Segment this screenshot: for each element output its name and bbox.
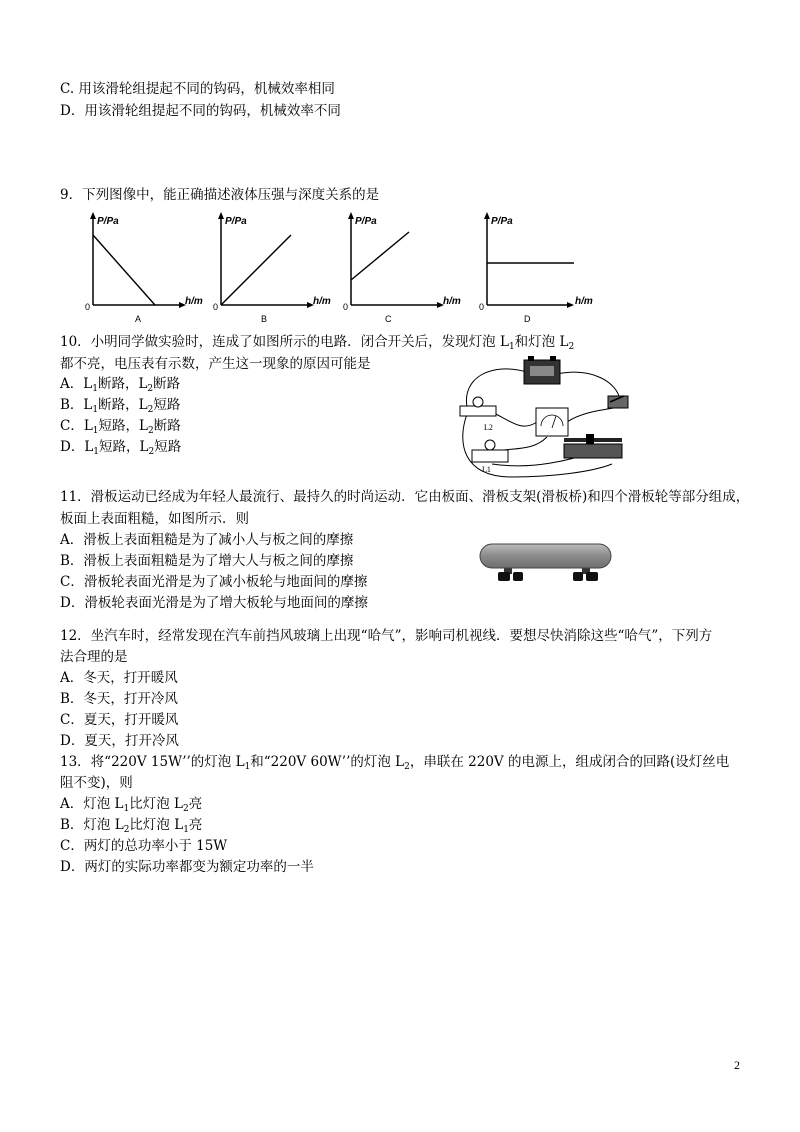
graph-c-caption: C	[385, 314, 392, 324]
page-number: 2	[734, 1058, 740, 1072]
graph-a-origin: 0	[85, 302, 91, 312]
wire-4	[492, 412, 537, 426]
q10-option-c: C．$L_1$短路，$L_2$断路	[60, 418, 181, 436]
graph-a-ylabel: P/Pa	[97, 216, 119, 227]
graph-c-y-arrow	[348, 212, 354, 219]
q13-option-a: A．灯泡 $L_1$比灯泡 $L_2$亮	[60, 796, 203, 814]
graph-c-line	[351, 232, 409, 280]
q10-stem-line2: 都不亮，电压表有示数，产生这一现象的原因可能是	[60, 356, 371, 372]
graph-c-origin: 0	[343, 302, 349, 312]
q8-option-c: C. 用该滑轮组提起不同的钩码，机械效率相同	[60, 81, 335, 97]
q9-stem: 9．下列图像中，能正确描述液体压强与深度关系的是	[60, 187, 380, 203]
graph-d	[479, 210, 604, 325]
q11-option-c: C．滑板轮表面光滑是为了减小板轮与地面间的摩擦	[60, 574, 368, 590]
q10-option-b: B．$L_1$断路，$L_2$短路	[60, 397, 181, 415]
bulb-l1-base	[472, 450, 508, 462]
graph-d-ylabel: P/Pa	[491, 216, 513, 227]
skateboard-figure	[478, 530, 613, 582]
q10-stem-line1: 10．小明同学做实验时，连成了如图所示的电路．闭合开关后，发现灯泡 $L_1$和灯泡 $L_2$	[60, 334, 575, 352]
graph-d-x-arrow	[567, 302, 574, 308]
graph-d-xlabel: h/m	[575, 296, 593, 307]
q10-option-d: D．$L_1$短路，$L_2$短路	[60, 439, 182, 457]
graph-a-caption: A	[135, 314, 142, 324]
graph-a	[85, 210, 205, 325]
wheel-left-2	[513, 572, 523, 581]
battery-terminal-neg	[528, 356, 534, 361]
graph-b-line	[221, 235, 291, 305]
graph-a-y-arrow	[90, 212, 96, 219]
q13-stem-line2: 阻不变)，则	[60, 775, 133, 791]
graph-d-origin: 0	[479, 302, 485, 312]
wheel-right-1	[573, 572, 583, 581]
battery-label	[530, 366, 554, 376]
graph-b-xlabel: h/m	[313, 296, 331, 307]
graph-d-caption: D	[524, 314, 531, 324]
q11-stem-line2: 板面上表面粗糙，如图所示．则	[60, 511, 249, 527]
bulb-l1-glass	[485, 440, 495, 450]
bulb-l1-label: L1	[482, 465, 491, 474]
q13-option-b: B．灯泡 $L_2$比灯泡 $L_1$亮	[60, 817, 203, 835]
bulb-l2-glass	[473, 397, 483, 407]
rheostat-body	[564, 444, 622, 458]
graph-b-origin: 0	[213, 302, 219, 312]
graph-a-line	[93, 235, 155, 305]
q11-stem-line1: 11．滑板运动已经成为年轻人最流行、最持久的时尚运动．它由板面、滑板支架(滑板桥)和四个滑板轮等部分组成，	[60, 489, 750, 505]
q12-option-a: A．冬天，打开暖风	[60, 670, 178, 686]
graph-b	[213, 210, 333, 325]
graph-c-ylabel: P/Pa	[355, 216, 377, 227]
wheel-left-1	[498, 572, 510, 581]
skateboard-deck	[480, 544, 611, 568]
q12-option-b: B．冬天，打开冷风	[60, 691, 178, 707]
q13-option-c: C．两灯的总功率小于 15W	[60, 838, 228, 854]
voltmeter-body	[536, 408, 568, 436]
bulb-l2-label: L2	[484, 423, 493, 432]
rheostat-slider	[586, 434, 594, 444]
wheel-right-2	[586, 572, 598, 581]
graph-c	[343, 210, 463, 325]
graph-b-caption: B	[261, 314, 268, 324]
q8-option-d: D．用该滑轮组提起不同的钩码，机械效率不同	[60, 103, 341, 119]
graph-c-xlabel: h/m	[443, 296, 461, 307]
graph-d-y-arrow	[484, 212, 490, 219]
q12-stem-line1: 12．坐汽车时，经常发现在汽车前挡风玻璃上出现“哈气”，影响司机视线．要想尽快消除这些“哈气”，下列方	[60, 628, 713, 644]
graph-b-ylabel: P/Pa	[225, 216, 247, 227]
q10-option-a: A．$L_1$断路，$L_2$断路	[60, 376, 181, 394]
battery-terminal-pos	[550, 356, 556, 361]
q12-stem-line2: 法合理的是	[60, 649, 128, 665]
graph-a-xlabel: h/m	[185, 296, 203, 307]
wire-5	[567, 407, 620, 422]
circuit-figure	[452, 352, 632, 482]
q13-stem-line1: 13．将“220V 15W’’的灯泡 $L_1$和“220V 60W’’的灯泡 $L_2$，串联在 220V 的电源上，组成闭合的回路(设灯丝电	[60, 754, 730, 772]
q11-option-a: A．滑板上表面粗糙是为了减小人与板之间的摩擦	[60, 532, 354, 548]
q11-option-d: D．滑板轮表面光滑是为了增大板轮与地面间的摩擦	[60, 595, 368, 611]
q13-option-d: D．两灯的实际功率都变为额定功率的一半	[60, 859, 314, 875]
graph-b-y-arrow	[218, 212, 224, 219]
q11-option-b: B．滑板上表面粗糙是为了增大人与板之间的摩擦	[60, 553, 354, 569]
q12-option-c: C．夏天，打开暖风	[60, 712, 179, 728]
q12-option-d: D．夏天，打开冷风	[60, 733, 179, 749]
